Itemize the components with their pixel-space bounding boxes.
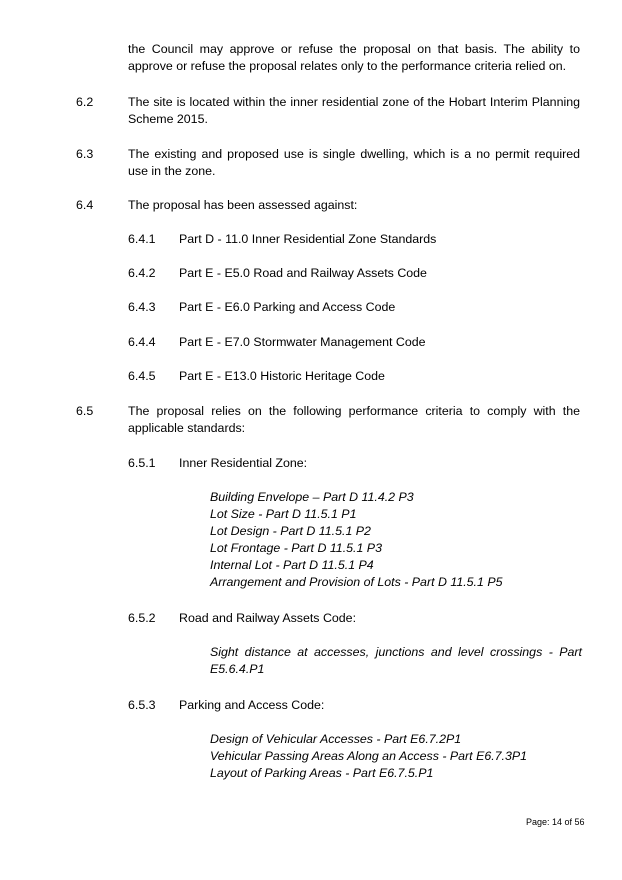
subsection-number: 6.5.2 — [128, 611, 156, 625]
criteria-item: Building Envelope – Part D 11.4.2 P3 — [210, 490, 414, 504]
subsection-text: Road and Railway Assets Code: — [179, 611, 357, 625]
subsection-text: Inner Residential Zone: — [179, 456, 308, 470]
section-number-6-2: 6.2 — [76, 95, 94, 109]
section-text-6-3: The existing and proposed use is single dwelling, which is a no permit required use in the zone. — [128, 147, 580, 178]
criteria-item: Internal Lot - Part D 11.5.1 P4 — [210, 558, 374, 572]
subsection-text: Parking and Access Code: — [179, 698, 325, 712]
subsection-number: 6.4.5 — [128, 369, 156, 383]
criteria-item: Sight distance at accesses, junctions and level crossings - Part E5.6.4.P1 — [210, 645, 582, 676]
criteria-item: Lot Size - Part D 11.5.1 P1 — [210, 507, 357, 521]
section-text-6-5: The proposal relies on the following performance criteria to comply with the applicable standards: — [128, 404, 580, 435]
intro-paragraph: the Council may approve or refuse the proposal on that basis. The ability to approve or refuse the proposal relates only to the performance criteria relied on. — [128, 42, 580, 73]
page-number: Page: 14 of 56 — [526, 817, 585, 827]
subsection-text: Part E - E5.0 Road and Railway Assets Code — [179, 266, 427, 280]
subsection-text: Part D - 11.0 Inner Residential Zone Standards — [179, 232, 437, 246]
section-number-6-3: 6.3 — [76, 147, 94, 161]
criteria-list-road-railway — [210, 644, 582, 678]
subsection-number: 6.4.1 — [128, 232, 156, 246]
subsection-text: Part E - E7.0 Stormwater Management Code — [179, 335, 426, 349]
criteria-item: Lot Frontage - Part D 11.5.1 P3 — [210, 541, 382, 555]
section-number-6-5: 6.5 — [76, 404, 94, 418]
criteria-item: Layout of Parking Areas - Part E6.7.5.P1 — [210, 766, 434, 780]
criteria-item: Lot Design - Part D 11.5.1 P2 — [210, 524, 371, 538]
section-text-6-4: The proposal has been assessed against: — [128, 198, 358, 212]
subsection-text: Part E - E6.0 Parking and Access Code — [179, 300, 396, 314]
criteria-item: Design of Vehicular Accesses - Part E6.7.2P1 — [210, 732, 462, 746]
section-number-6-4: 6.4 — [76, 198, 94, 212]
subsection-number: 6.4.2 — [128, 266, 156, 280]
subsection-number: 6.4.4 — [128, 335, 156, 349]
section-text-6-2: The site is located within the inner residential zone of the Hobart Interim Planning Scheme 2015. — [128, 95, 580, 126]
criteria-list-parking-access — [210, 731, 582, 782]
criteria-item: Vehicular Passing Areas Along an Access - Part E6.7.3P1 — [210, 749, 528, 763]
subsection-number: 6.5.1 — [128, 456, 156, 470]
criteria-item: Arrangement and Provision of Lots - Part D 11.5.1 P5 — [210, 575, 503, 589]
subsection-number: 6.5.3 — [128, 698, 156, 712]
criteria-list-inner-residential — [210, 489, 582, 591]
subsection-text: Part E - E13.0 Historic Heritage Code — [179, 369, 385, 383]
subsection-number: 6.4.3 — [128, 300, 156, 314]
